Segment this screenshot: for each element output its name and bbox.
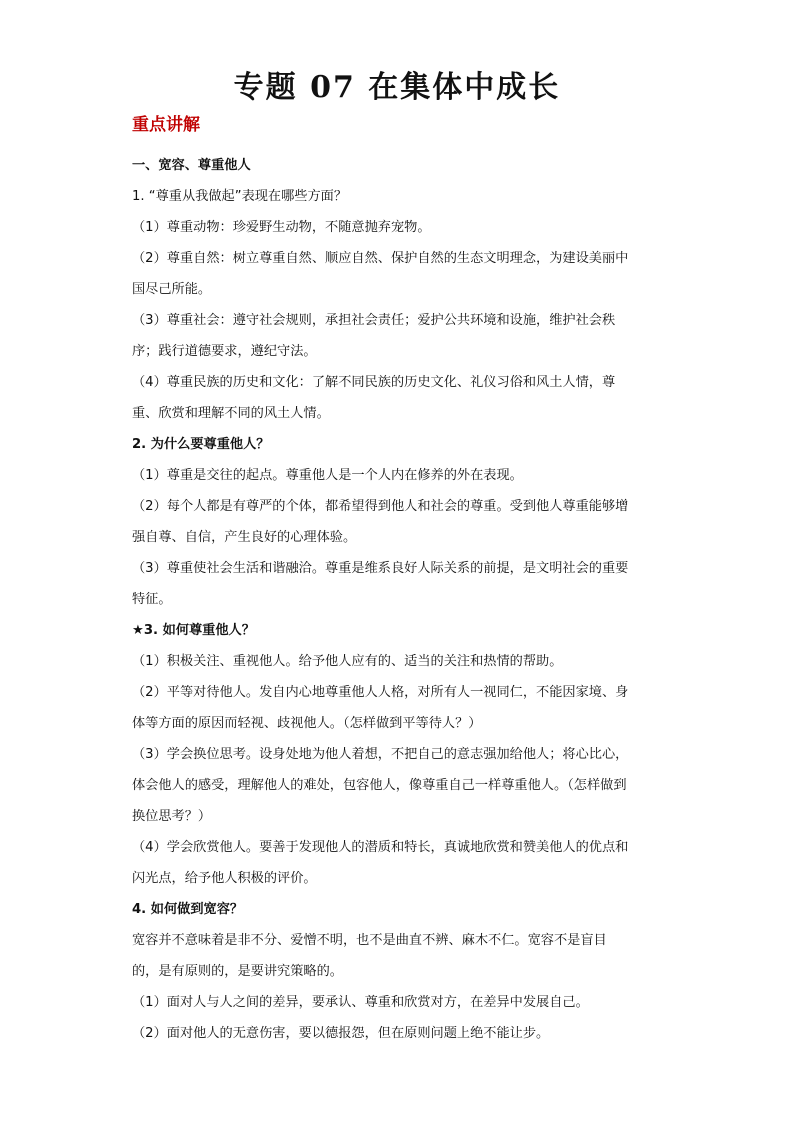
text-line: （2）面对他人的无意伤害，要以德报怨，但在原则问题上绝不能让步。 — [132, 1026, 550, 1041]
text-line: 体等方面的原因而轻视、歧视他人。（怎样做到平等待人？） — [132, 716, 482, 731]
text-line: 宽容并不意味着是非不分、爱憎不明，也不是曲直不辨、麻木不仁。宽容不是盲目 — [132, 933, 607, 948]
text-line: （2）每个人都是有尊严的个体，都希望得到他人和社会的尊重。受到他人尊重能够增 — [132, 499, 629, 514]
text-line: （2）平等对待他人。发自内心地尊重他人人格，对所有人一视同仁，不能因家境、身 — [132, 685, 629, 700]
text-line: 换位思考？） — [132, 809, 212, 824]
subheading-line: 4. 如何做到宽容？ — [132, 902, 244, 917]
section-heading: 重点讲解 — [132, 115, 200, 135]
subheading-line: ★3. 如何尊重他人？ — [132, 623, 255, 638]
text-line: 的，是有原则的，是要讲究策略的。 — [132, 964, 343, 979]
text-line: （3）尊重社会：遵守社会规则，承担社会责任；爱护公共环境和设施，维护社会秩 — [132, 313, 616, 328]
text-line: （1）面对人与人之间的差异，要承认、尊重和欣赏对方，在差异中发展自己。 — [132, 995, 589, 1010]
text-line: （1）尊重是交往的起点。尊重他人是一个人内在修养的外在表现。 — [132, 468, 523, 483]
text-line: 特征。 — [132, 592, 172, 607]
text-line: （1）积极关注、重视他人。给予他人应有的、适当的关注和热情的帮助。 — [132, 654, 563, 669]
text-line: 强自尊、自信，产生良好的心理体验。 — [132, 530, 357, 545]
text-line: （4）尊重民族的历史和文化：了解不同民族的历史文化、礼仪习俗和风土人情，尊 — [132, 375, 616, 390]
text-line: 体会他人的感受，理解他人的难处，包容他人，像尊重自己一样尊重他人。（怎样做到 — [132, 778, 627, 793]
subheading-line: 一、宽容、尊重他人 — [132, 158, 251, 173]
text-line: 序；践行道德要求，遵纪守法。 — [132, 344, 317, 359]
text-line: 闪光点，给予他人积极的评价。 — [132, 871, 317, 886]
text-line: （3）尊重使社会生活和谐融洽。尊重是维系良好人际关系的前提，是文明社会的重要 — [132, 561, 629, 576]
page-title: 专题 07 在集体中成长 — [233, 70, 561, 105]
text-line: （4）学会欣赏他人。要善于发现他人的潜质和特长，真诚地欣赏和赞美他人的优点和 — [132, 840, 629, 855]
text-line: 国尽己所能。 — [132, 282, 212, 297]
text-lines — [132, 150, 667, 1049]
text-line: （1）尊重动物：珍爱野生动物，不随意抛弃宠物。 — [132, 220, 431, 235]
document-body — [132, 112, 667, 1049]
text-line: （3）学会换位思考。设身处地为他人着想，不把自己的意志强加给他人；将心比心， — [132, 747, 629, 762]
text-line: 1. “尊重从我做起”表现在哪些方面？ — [132, 189, 348, 204]
text-line: （2）尊重自然：树立尊重自然、顺应自然、保护自然的生态文明理念，为建设美丽中 — [132, 251, 629, 266]
subheading-line: 2. 为什么要尊重他人？ — [132, 437, 270, 452]
text-line: 重、欣赏和理解不同的风土人情。 — [132, 406, 330, 421]
